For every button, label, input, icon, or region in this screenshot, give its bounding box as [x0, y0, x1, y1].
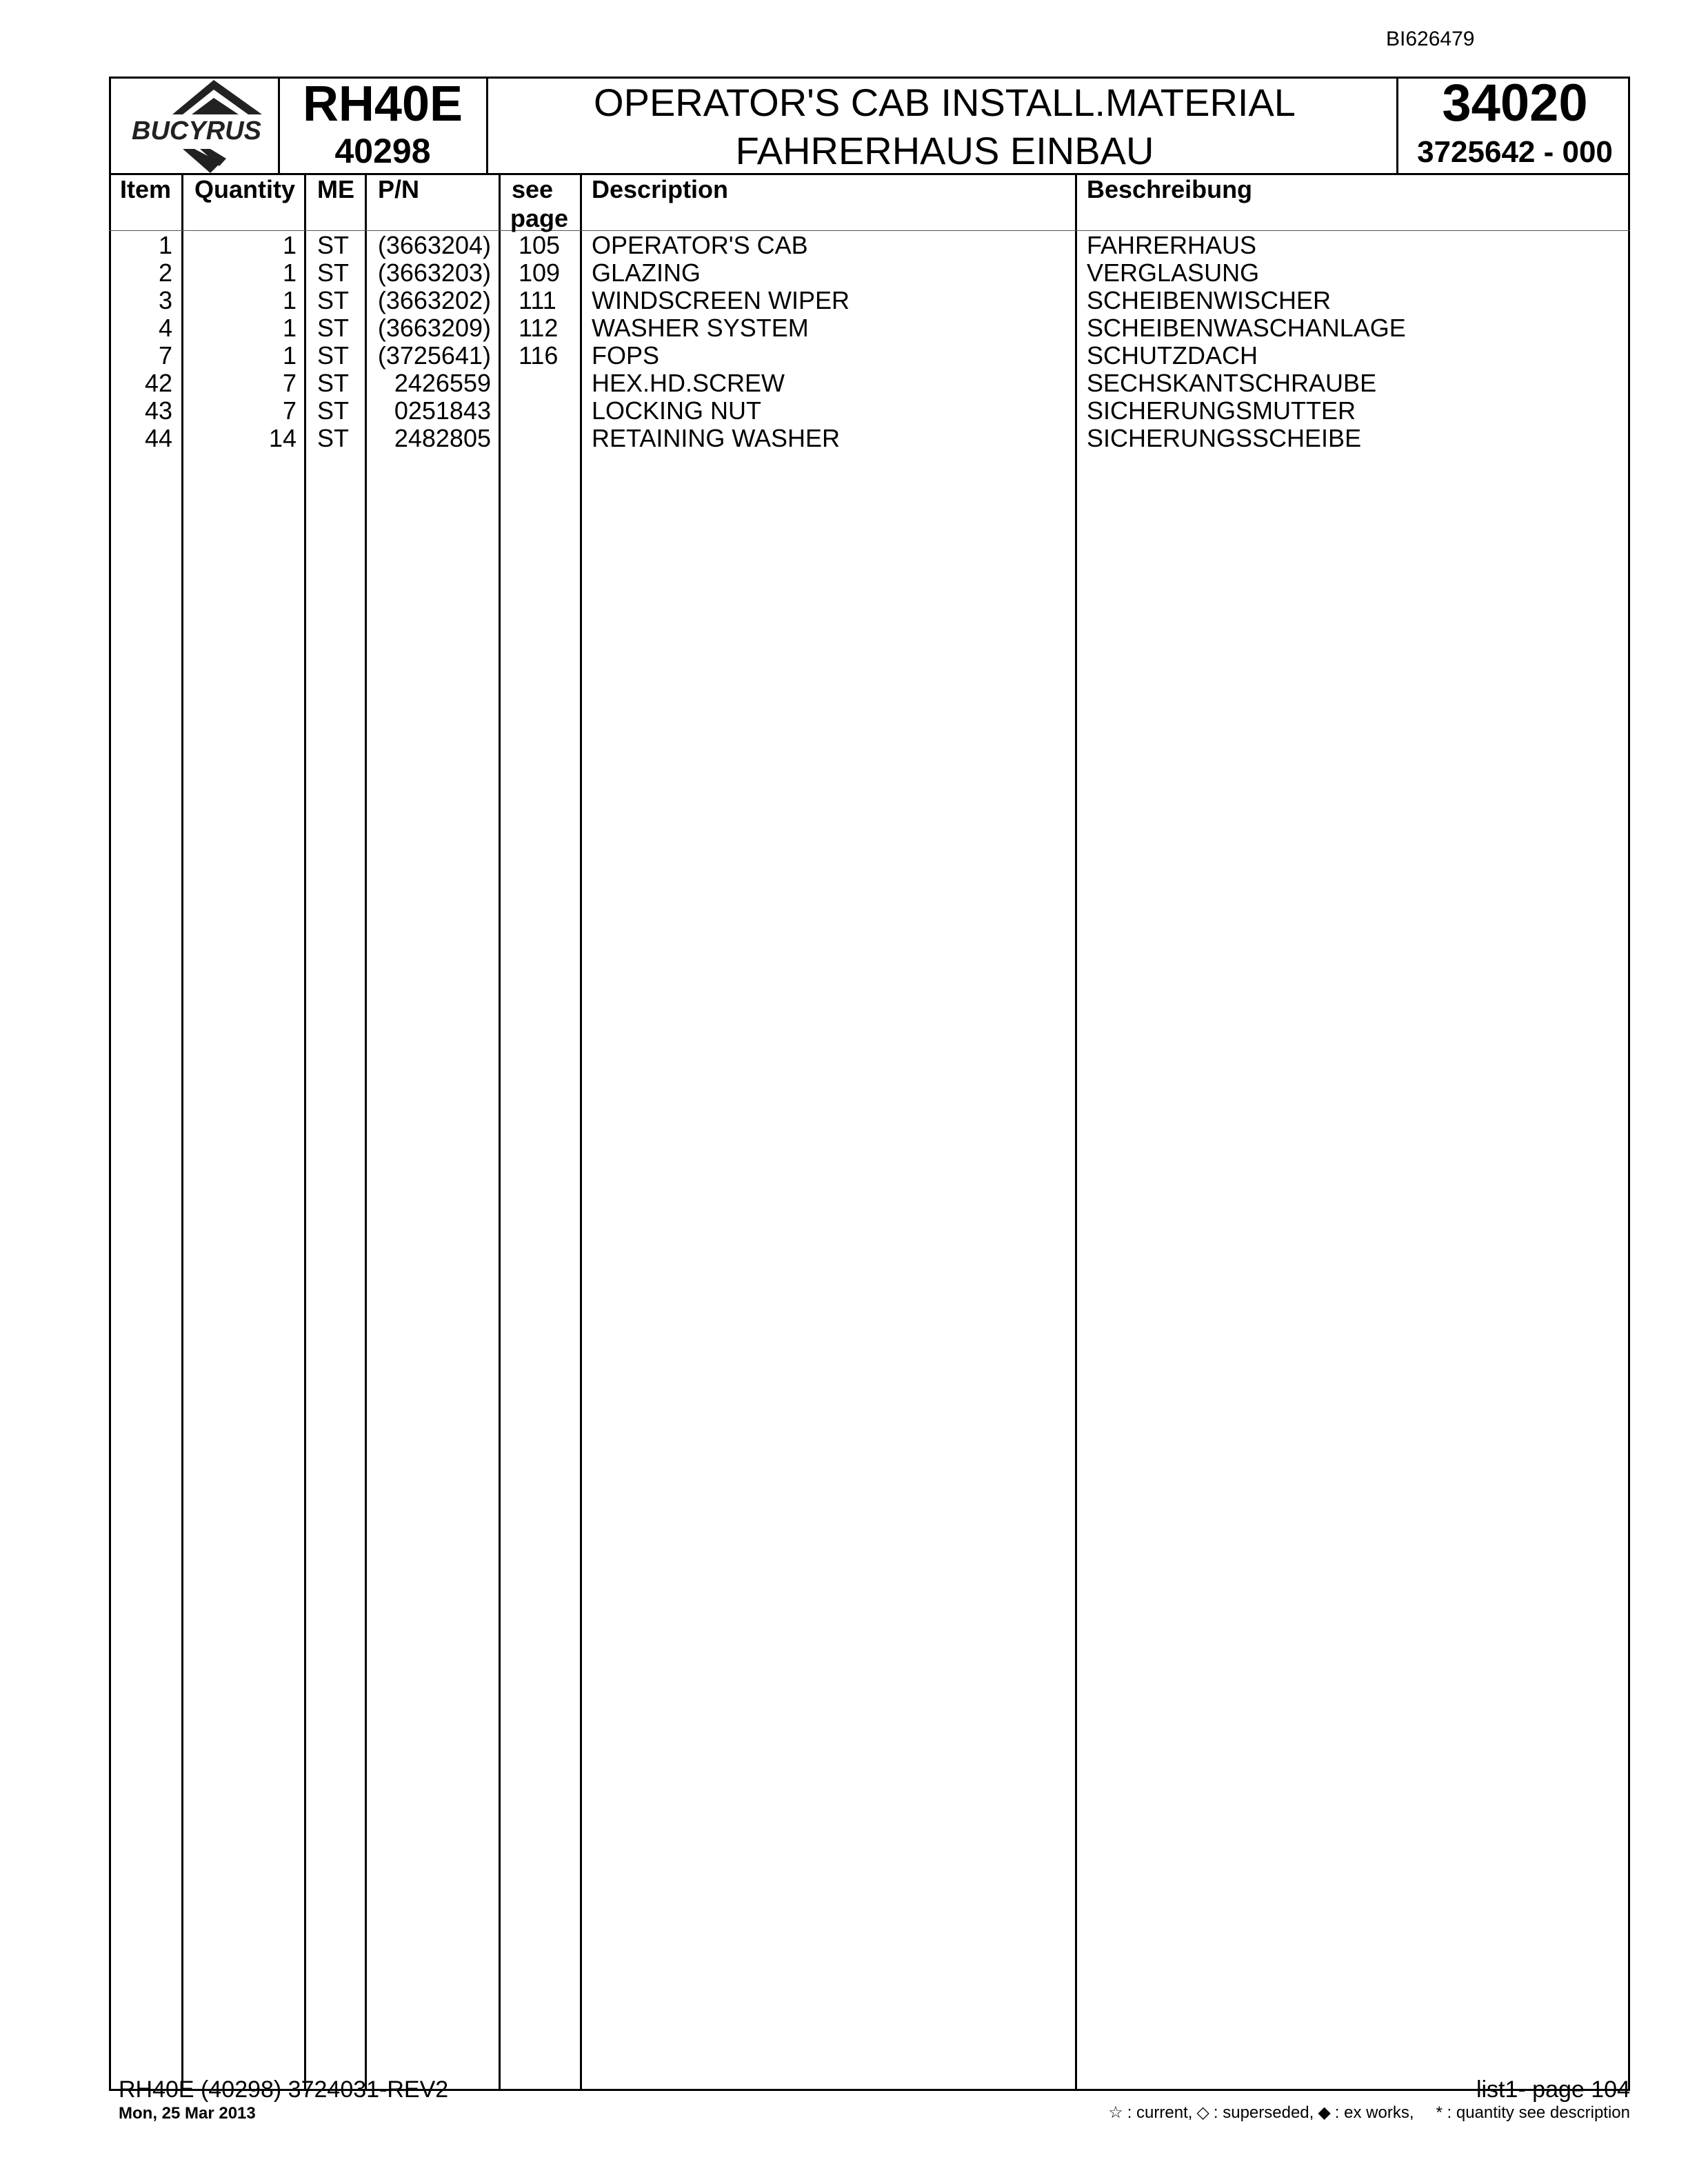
legend-superseded: : superseded,: [1213, 2103, 1314, 2122]
cell-page: 111: [519, 286, 556, 314]
column-divider: [365, 173, 367, 2091]
model-name: RH40E: [302, 77, 463, 132]
cell-item: 3: [158, 286, 172, 314]
cell-quantity: 1: [282, 259, 297, 287]
diamond-outline-icon: ◇: [1196, 2103, 1209, 2122]
cell-me: ST: [317, 341, 350, 370]
header-me: ME: [317, 175, 354, 203]
cell-quantity: 1: [282, 314, 297, 342]
cell-description: HEX.HD.SCREW: [592, 369, 785, 397]
cell-beschreibung: SCHEIBENWISCHER: [1087, 286, 1332, 314]
cell-description: OPERATOR'S CAB: [592, 231, 808, 259]
cell-beschreibung: FAHRERHAUS: [1087, 231, 1257, 259]
cell-quantity: 7: [282, 369, 297, 397]
cell-item: 7: [158, 341, 172, 370]
cell-description: WASHER SYSTEM: [592, 314, 809, 342]
header-item: Item: [120, 175, 172, 203]
cell-item: 44: [144, 424, 172, 452]
cell-page: 105: [519, 231, 561, 259]
cell-page: 112: [519, 314, 559, 342]
cell-beschreibung: SECHSKANTSCHRAUBE: [1087, 369, 1377, 397]
cell-me: ST: [317, 259, 350, 287]
header-divider: [486, 77, 488, 175]
column-divider: [580, 173, 582, 2091]
cell-me: ST: [317, 369, 350, 397]
diamond-filled-icon: ◆: [1318, 2103, 1331, 2122]
cell-me: ST: [317, 396, 350, 425]
cell-item: 43: [144, 396, 172, 425]
column-divider: [499, 173, 501, 2091]
cell-beschreibung: SICHERUNGSMUTTER: [1087, 396, 1356, 425]
column-divider: [181, 173, 183, 2091]
cell-pn: (3663203): [377, 259, 491, 287]
cell-pn: (3725641): [377, 341, 491, 370]
header-description: Description: [592, 175, 729, 203]
footer-page-number: list1- page 104: [1476, 2076, 1630, 2103]
star-icon: ☆: [1108, 2103, 1123, 2122]
cell-quantity: 1: [282, 286, 297, 314]
cell-me: ST: [317, 286, 350, 314]
model-number: 40298: [334, 132, 431, 170]
cell-me: ST: [317, 231, 350, 259]
legend-current: : current,: [1127, 2103, 1193, 2122]
cell-item: 2: [158, 259, 172, 287]
cell-pn: (3663204): [377, 231, 491, 259]
cell-description: WINDSCREEN WIPER: [592, 286, 850, 314]
header-pn: P/N: [378, 175, 420, 203]
cell-beschreibung: SCHEIBENWASCHANLAGE: [1087, 314, 1406, 342]
group-subnumber: 3725642 - 000: [1417, 135, 1613, 169]
footer-date: Mon, 25 Mar 2013: [119, 2104, 256, 2123]
cell-me: ST: [317, 424, 350, 452]
document-id: BI626479: [1386, 28, 1475, 50]
cell-beschreibung: SCHUTZDACH: [1087, 341, 1258, 370]
footer-document-ref: RH40E (40298) 3724031-REV2: [119, 2076, 449, 2103]
header-beschreibung: Beschreibung: [1087, 175, 1253, 203]
cell-pn: 0251843: [394, 396, 491, 425]
cell-pn: (3663202): [377, 286, 491, 314]
legend-quantity: * : quantity see description: [1436, 2103, 1630, 2122]
svg-text:BUCYRUS: BUCYRUS: [132, 117, 261, 145]
legend-exworks: : ex works,: [1334, 2103, 1414, 2122]
header-page: page: [510, 204, 569, 232]
cell-pn: 2426559: [394, 369, 491, 397]
cell-page: 109: [519, 259, 561, 287]
cell-quantity: 1: [282, 341, 297, 370]
cell-pn: (3663209): [377, 314, 491, 342]
cell-description: RETAINING WASHER: [592, 424, 841, 452]
footer-legend: [1108, 2103, 1630, 2123]
cell-item: 4: [158, 314, 172, 342]
cell-pn: 2482805: [394, 424, 491, 452]
column-divider: [1075, 173, 1077, 2091]
cell-description: GLAZING: [592, 259, 701, 287]
cell-quantity: 7: [282, 396, 297, 425]
cell-item: 1: [158, 231, 172, 259]
cell-quantity: 1: [282, 231, 297, 259]
cell-description: LOCKING NUT: [592, 396, 762, 425]
cell-quantity: 14: [268, 424, 297, 452]
title-german: FAHRERHAUS EINBAU: [735, 129, 1154, 172]
cell-description: FOPS: [592, 341, 660, 370]
bucyrus-logo: [117, 80, 276, 174]
cell-page: 116: [519, 341, 559, 370]
cell-item: 42: [144, 369, 172, 397]
cell-beschreibung: SICHERUNGSSCHEIBE: [1087, 424, 1362, 452]
header-quantity: Quantity: [194, 175, 296, 203]
cell-beschreibung: VERGLASUNG: [1087, 259, 1260, 287]
column-divider: [304, 173, 306, 2091]
cell-me: ST: [317, 314, 350, 342]
group-number: 34020: [1442, 74, 1588, 132]
title-english: OPERATOR'S CAB INSTALL.MATERIAL: [594, 81, 1296, 124]
header-see: see: [512, 175, 554, 203]
